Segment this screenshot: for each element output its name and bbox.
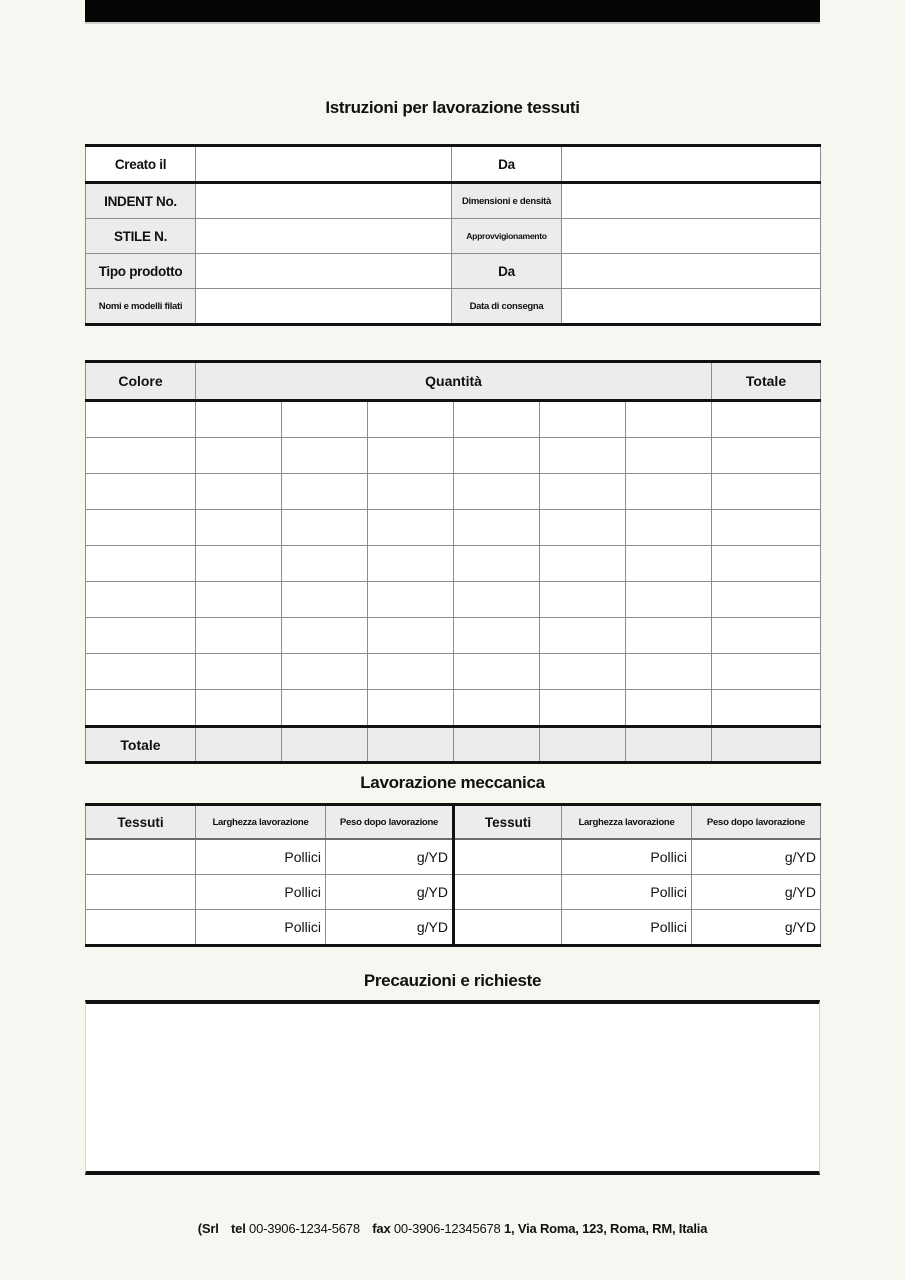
- quantity-data-row: [86, 438, 821, 474]
- quantity-header-colore: Colore: [86, 362, 196, 401]
- mechanical-cell-larghezza-left[interactable]: [196, 839, 326, 875]
- quantity-cell-quantita[interactable]: [540, 582, 626, 618]
- quantity-cell-quantita[interactable]: [368, 401, 454, 438]
- quantity-cell-quantita[interactable]: [626, 510, 712, 546]
- info-label-indent-no: INDENT No.: [86, 183, 196, 219]
- quantity-cell-quantita[interactable]: [540, 401, 626, 438]
- mechanical-header-peso-left: Peso dopo lavorazione: [326, 805, 454, 840]
- quantity-cell-quantita[interactable]: [196, 546, 282, 582]
- info-field-approvvigionamento[interactable]: [562, 219, 821, 254]
- quantity-cell-quantita[interactable]: [540, 546, 626, 582]
- quantity-total-cell[interactable]: [368, 727, 454, 763]
- quantity-cell-colore[interactable]: [86, 438, 196, 474]
- mechanical-cell-larghezza-right[interactable]: [562, 839, 692, 875]
- quantity-cell-quantita[interactable]: [626, 474, 712, 510]
- quantity-cell-quantita[interactable]: [368, 618, 454, 654]
- info-label-da-1: Da: [452, 146, 562, 183]
- info-row-indent: [86, 183, 821, 219]
- mechanical-unit-label: Pollici: [284, 849, 321, 865]
- quantity-table: [85, 360, 821, 764]
- quantity-total-grand-cell[interactable]: [712, 727, 821, 763]
- info-field-tipo-prodotto[interactable]: [196, 254, 452, 289]
- quantity-data-row: [86, 690, 821, 727]
- quantity-cell-totale[interactable]: [712, 438, 821, 474]
- quantity-cell-totale[interactable]: [712, 474, 821, 510]
- quantity-cell-quantita[interactable]: [196, 690, 282, 727]
- info-table: [85, 144, 821, 326]
- footer-fax-label: fax: [372, 1221, 391, 1236]
- quantity-data-row: [86, 474, 821, 510]
- quantity-cell-quantita[interactable]: [368, 654, 454, 690]
- quantity-cell-colore[interactable]: [86, 582, 196, 618]
- mechanical-unit-label: g/YD: [784, 919, 816, 935]
- mechanical-unit-label: Pollici: [284, 919, 321, 935]
- info-label-da-2: Da: [452, 254, 562, 289]
- quantity-cell-colore[interactable]: [86, 690, 196, 727]
- info-row-creato: [86, 146, 821, 183]
- quantity-cell-quantita[interactable]: [626, 582, 712, 618]
- quantity-cell-colore[interactable]: [86, 510, 196, 546]
- quantity-data-row: [86, 401, 821, 438]
- quantity-cell-quantita[interactable]: [282, 546, 368, 582]
- mechanical-unit-label: Pollici: [650, 884, 687, 900]
- quantity-header-totale: Totale: [712, 362, 821, 401]
- info-label-approvvigionamento: Approvvigionamento: [452, 219, 562, 254]
- mechanical-cell-tessuti-right[interactable]: [454, 910, 562, 946]
- mechanical-unit-label: g/YD: [416, 884, 448, 900]
- quantity-cell-quantita[interactable]: [282, 474, 368, 510]
- info-field-da-2[interactable]: [562, 254, 821, 289]
- info-label-dimensioni-densita: Dimensioni e densità: [452, 183, 562, 219]
- footer: [85, 1221, 820, 1236]
- quantity-data-row: [86, 546, 821, 582]
- info-row-stile: [86, 219, 821, 254]
- mechanical-cell-larghezza-right[interactable]: [562, 910, 692, 946]
- quantity-cell-quantita[interactable]: [626, 690, 712, 727]
- quantity-data-row: [86, 654, 821, 690]
- quantity-cell-quantita[interactable]: [454, 582, 540, 618]
- quantity-header-quantita: Quantità: [196, 362, 712, 401]
- mechanical-header-tessuti-right: Tessuti: [454, 805, 562, 840]
- quantity-cell-quantita[interactable]: [626, 546, 712, 582]
- quantity-data-row: [86, 582, 821, 618]
- info-label-nomi-modelli-filati: Nomi e modelli filati: [86, 289, 196, 325]
- info-label-creato-il: Creato il: [86, 146, 196, 183]
- info-row-tipo-prodotto: [86, 254, 821, 289]
- quantity-total-cell[interactable]: [282, 727, 368, 763]
- quantity-cell-quantita[interactable]: [454, 690, 540, 727]
- quantity-cell-quantita[interactable]: [626, 438, 712, 474]
- mechanical-unit-label: g/YD: [784, 849, 816, 865]
- quantity-cell-quantita[interactable]: [282, 654, 368, 690]
- info-field-creato-il[interactable]: [196, 146, 452, 183]
- quantity-cell-quantita[interactable]: [282, 401, 368, 438]
- quantity-cell-quantita[interactable]: [282, 690, 368, 727]
- quantity-cell-quantita[interactable]: [454, 510, 540, 546]
- mechanical-header-larghezza-left: Larghezza lavorazione: [196, 805, 326, 840]
- quantity-cell-quantita[interactable]: [282, 510, 368, 546]
- quantity-cell-quantita[interactable]: [626, 654, 712, 690]
- page-title: Istruzioni per lavorazione tessuti: [325, 98, 580, 117]
- mechanical-header-peso-right: Peso dopo lavorazione: [692, 805, 821, 840]
- quantity-cell-colore[interactable]: [86, 401, 196, 438]
- quantity-cell-quantita[interactable]: [540, 618, 626, 654]
- quantity-cell-quantita[interactable]: [540, 474, 626, 510]
- quantity-cell-quantita[interactable]: [196, 474, 282, 510]
- mechanical-cell-larghezza-left[interactable]: [196, 910, 326, 946]
- footer-tel-value: 00-3906-1234-5678: [249, 1221, 360, 1236]
- quantity-cell-quantita[interactable]: [282, 618, 368, 654]
- info-label-tipo-prodotto: Tipo prodotto: [86, 254, 196, 289]
- mechanical-unit-label: Pollici: [650, 919, 687, 935]
- quantity-cell-quantita[interactable]: [196, 401, 282, 438]
- mechanical-cell-tessuti-left[interactable]: [86, 839, 196, 875]
- quantity-cell-quantita[interactable]: [196, 510, 282, 546]
- quantity-cell-quantita[interactable]: [196, 654, 282, 690]
- top-bar-shadow: [85, 22, 820, 24]
- mechanical-data-row: [86, 875, 821, 910]
- quantity-table-body: [86, 401, 821, 727]
- quantity-cell-quantita[interactable]: [196, 582, 282, 618]
- quantity-cell-colore[interactable]: [86, 546, 196, 582]
- info-label-data-consegna: Data di consegna: [452, 289, 562, 325]
- quantity-cell-quantita[interactable]: [540, 438, 626, 474]
- mechanical-cell-tessuti-left[interactable]: [86, 875, 196, 910]
- mechanical-cell-peso-right[interactable]: [692, 839, 821, 875]
- quantity-cell-quantita[interactable]: [368, 510, 454, 546]
- info-field-nomi-modelli-filati[interactable]: [196, 289, 452, 325]
- quantity-cell-colore[interactable]: [86, 654, 196, 690]
- info-row-nomi-filati: [86, 289, 821, 325]
- mechanical-header-row: [86, 805, 821, 840]
- footer-fax-value: 00-3906-12345678: [393, 1221, 501, 1236]
- quantity-cell-quantita[interactable]: [368, 690, 454, 727]
- quantity-header-row: [86, 362, 821, 401]
- quantity-total-cell[interactable]: [454, 727, 540, 763]
- quantity-cell-quantita[interactable]: [454, 474, 540, 510]
- quantity-cell-quantita[interactable]: [540, 690, 626, 727]
- mechanical-cell-tessuti-left[interactable]: [86, 910, 196, 946]
- footer-address: 1, Via Roma, 123, Roma, RM, Italia: [504, 1221, 708, 1236]
- footer-company: (Srl: [197, 1221, 219, 1236]
- quantity-total-cell[interactable]: [540, 727, 626, 763]
- mechanical-cell-peso-left[interactable]: [326, 910, 454, 946]
- quantity-cell-totale[interactable]: [712, 618, 821, 654]
- mechanical-data-row: [86, 839, 821, 875]
- top-black-bar: [85, 0, 820, 22]
- quantity-cell-quantita[interactable]: [540, 654, 626, 690]
- quantity-cell-totale[interactable]: [712, 690, 821, 727]
- quantity-total-row: [86, 727, 821, 763]
- info-field-data-consegna[interactable]: [562, 289, 821, 325]
- mechanical-cell-peso-left[interactable]: [326, 875, 454, 910]
- info-field-dimensioni-densita[interactable]: [562, 183, 821, 219]
- precautions-section-title: Precauzioni e richieste: [363, 971, 542, 990]
- quantity-cell-quantita[interactable]: [454, 438, 540, 474]
- mechanical-cell-tessuti-right[interactable]: [454, 839, 562, 875]
- info-label-stile-n: STILE N.: [86, 219, 196, 254]
- mechanical-header-larghezza-right: Larghezza lavorazione: [562, 805, 692, 840]
- quantity-data-row: [86, 510, 821, 546]
- info-field-da-1[interactable]: [562, 146, 821, 183]
- info-field-indent-no[interactable]: [196, 183, 452, 219]
- quantity-cell-quantita[interactable]: [454, 401, 540, 438]
- precautions-textarea[interactable]: [85, 1000, 820, 1175]
- info-field-stile-n[interactable]: [196, 219, 452, 254]
- quantity-cell-quantita[interactable]: [368, 438, 454, 474]
- footer-tel-label: tel: [231, 1221, 246, 1236]
- quantity-cell-quantita[interactable]: [454, 654, 540, 690]
- mechanical-cell-peso-right[interactable]: [692, 910, 821, 946]
- quantity-cell-quantita[interactable]: [540, 510, 626, 546]
- mechanical-cell-peso-left[interactable]: [326, 839, 454, 875]
- mechanical-cell-larghezza-right[interactable]: [562, 875, 692, 910]
- quantity-cell-quantita[interactable]: [196, 438, 282, 474]
- quantity-cell-totale[interactable]: [712, 654, 821, 690]
- quantity-cell-totale[interactable]: [712, 582, 821, 618]
- mechanical-unit-label: g/YD: [784, 884, 816, 900]
- mechanical-header-tessuti-left: Tessuti: [86, 805, 196, 840]
- mechanical-unit-label: Pollici: [650, 849, 687, 865]
- quantity-cell-quantita[interactable]: [626, 401, 712, 438]
- mechanical-unit-label: g/YD: [416, 919, 448, 935]
- mechanical-cell-peso-right[interactable]: [692, 875, 821, 910]
- quantity-cell-quantita[interactable]: [626, 618, 712, 654]
- quantity-cell-quantita[interactable]: [282, 438, 368, 474]
- mechanical-unit-label: g/YD: [416, 849, 448, 865]
- mechanical-data-row: [86, 910, 821, 946]
- mechanical-unit-label: Pollici: [284, 884, 321, 900]
- quantity-cell-quantita[interactable]: [282, 582, 368, 618]
- quantity-cell-quantita[interactable]: [368, 474, 454, 510]
- quantity-data-row: [86, 618, 821, 654]
- mechanical-table-body: [86, 839, 821, 946]
- quantity-cell-quantita[interactable]: [368, 582, 454, 618]
- mechanical-cell-larghezza-left[interactable]: [196, 875, 326, 910]
- quantity-cell-totale[interactable]: [712, 546, 821, 582]
- quantity-cell-quantita[interactable]: [454, 546, 540, 582]
- quantity-total-cell[interactable]: [626, 727, 712, 763]
- quantity-cell-totale[interactable]: [712, 401, 821, 438]
- quantity-total-cell[interactable]: [196, 727, 282, 763]
- mechanical-cell-tessuti-right[interactable]: [454, 875, 562, 910]
- quantity-cell-quantita[interactable]: [196, 618, 282, 654]
- quantity-cell-quantita[interactable]: [454, 618, 540, 654]
- quantity-total-label: Totale: [86, 727, 196, 763]
- quantity-cell-quantita[interactable]: [368, 546, 454, 582]
- mechanical-table: [85, 803, 821, 947]
- quantity-cell-totale[interactable]: [712, 510, 821, 546]
- quantity-cell-colore[interactable]: [86, 474, 196, 510]
- quantity-cell-colore[interactable]: [86, 618, 196, 654]
- mechanical-section-title: Lavorazione meccanica: [360, 773, 545, 792]
